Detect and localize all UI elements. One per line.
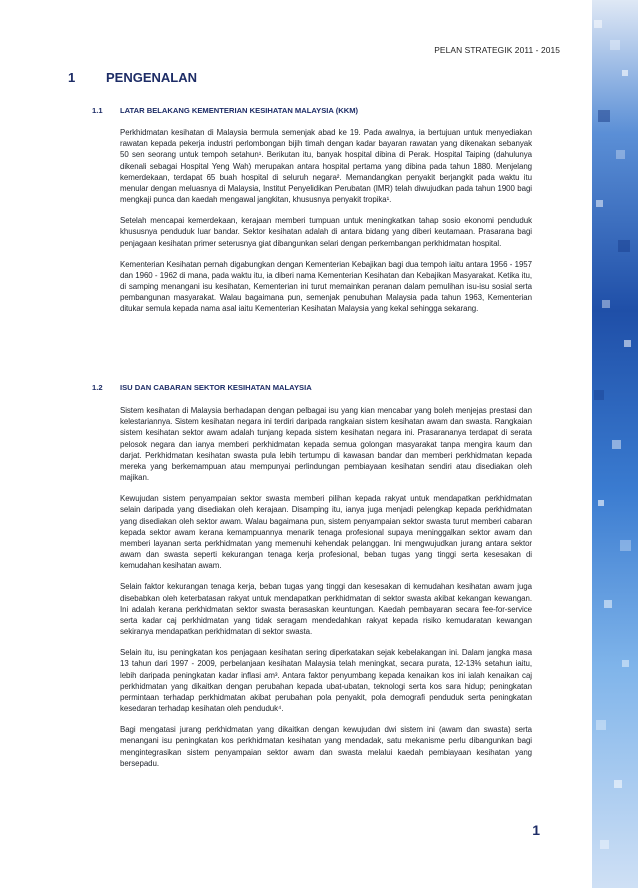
paragraph: Selain itu, isu peningkatan kos penjagaan kesihatan sering diperkatakan sejak kebelakangan ini. Dalam jangka masa 13 tahun dari 1997 - 2009, perbelanjaan kesihatan Malaysia telah meningkat, secara purata, 12-13% setahun iaitu, lebih daripada peningkatan kadar inflasi am³. Antara faktor penyumbang kepada kenaikan kos ini ialah kenaikan caj perkhidmatan yang dikaitkan dengan perubahan kepada ubat-ubatan, teknologi serta kos sara hidup; peningkatan permintaan terhadap perkhidmatan akibat perubahan pola penyakit, pola demografi penduduk serta peningkatan kesedaran terhadap kesihatan oleh penduduk⁴. [120, 648, 532, 714]
chapter-number: 1 [68, 70, 76, 85]
section-number: 1.1 [92, 106, 103, 115]
decorative-side-band [592, 0, 638, 888]
paragraph: Perkhidmatan kesihatan di Malaysia bermula semenjak abad ke 19. Pada awalnya, ia bertujuan untuk menyediakan rawatan kepada pekerja industri perlombongan bijih timah dengan kadar bayaran rawatan yang dikenakan sebanyak 50 sen seorang untuk tempoh setahun¹. Berikutan itu, banyak hospital dibina di Perak. Hospital Taiping (dahulunya dikenali sebagai Hospital Yeng Wah) merupakan antara hospital pertama yang dibina pada tahun 1880. Menjelang kemerdekaan, terdapat 65 buah hospital di seluruh negara². Memandangkan penyakit berjangkit pada waktu itu menular dengan meluasnya di Malaysia, Institut Penyelidikan Perubatan (IMR) telah diwujudkan pada tahun 1900 bagi mengkaji punca dan kaedah mengawal jangkitan, khususnya penyakit tropika¹. [120, 128, 532, 205]
section-number: 1.2 [92, 383, 103, 392]
paragraph: Kementerian Kesihatan pernah digabungkan dengan Kementerian Kebajikan bagi dua tempoh iaitu antara 1956 - 1957 dan 1960 - 1962 di mana, pada waktu itu, ia diberi nama Kementerian Kesihatan dan Kebajikan Masyarakat. Ketika itu, di samping menangani isu kesihatan, Kementerian ini turut memainkan peranan dalam pemulihan isu-isu sosial serta pembangunan masyarakat. Walau bagaimana pun, semenjak penubuhan Malaysia pada tahun 1963, Kementerian ditukar semula kepada nama asal iaitu Kementerian Kesihatan Malaysia yang kekal sehingga sekarang. [120, 259, 532, 314]
paragraph: Setelah mencapai kemerdekaan, kerajaan memberi tumpuan untuk meningkatkan tahap sosio ekonomi penduduk khususnya penduduk luar bandar. Sektor kesihatan adalah di antara bidang yang diberi keutamaan. Prasarana bagi penjagaan kesihatan primer seterusnya giat dibangunkan selari dengan perkembangan perkhidmatan hospital. [120, 216, 532, 248]
section-body-1-2 [120, 405, 532, 779]
section-heading-1-1 [92, 106, 562, 115]
chapter-heading [68, 70, 568, 85]
section-body-1-1 [120, 127, 532, 324]
page-number: 1 [532, 822, 540, 838]
paragraph: Selain faktor kekurangan tenaga kerja, beban tugas yang tinggi dan kesesakan di kemudahan kesihatan awam juga disebabkan oleh keterbatasan rakyat untuk mendapatkan perkhidmatan di sektor swasta akibat kekangan kewangan. Ini adalah kerana perkhidmatan sektor swasta berasaskan keuntungan. Kaedah pembayaran secara fee-for-service serta kadar caj perkhidmatan yang tidak seragam mendedahkan rakyat kepada risiko kemudaratan kewangan sekiranya mendapatkan perkhidmatan di sektor swasta. [120, 582, 532, 637]
chapter-title: PENGENALAN [106, 70, 198, 85]
paragraph: Bagi mengatasi jurang perkhidmatan yang dikaitkan dengan kewujudan dwi sistem ini (awam dan swasta) serta menangani isu peningkatan kos perkhidmatan kesihatan yang mendadak, satu mekanisme perlu dibangunkan bagi mengintegrasikan sistem penyampaian sektor awam dan swasta melalui kaedah pembiayaan kesihatan yang bersepadu. [120, 725, 532, 768]
paragraph: Kewujudan sistem penyampaian sektor swasta memberi pilihan kepada rakyat untuk mendapatkan perkhidmatan selain daripada yang disediakan oleh kerajaan. Disamping itu, ianya juga menjadi pelengkap kepada perkhidmatan yang disediakan oleh sektor awam. Walau bagaimana pun, sistem penyampaian sektor swasta turut memberi cabaran kepada sektor awam kerana kemampuannya menarik tenaga profesional supaya meninggalkan sektor awam dan memberi layanan serta perkhidmatan yang memenuhi kehendak pelanggan. Ini mengwujudkan jurang antara sektor awam dan swasta seperti kekurangan tenaga kerja profesional, beban tugas yang tinggi serta kesesakan di kemudahan kesihatan awam. [120, 494, 532, 571]
paragraph: Sistem kesihatan di Malaysia berhadapan dengan pelbagai isu yang kian mencabar yang boleh menjejas prestasi dan kelestariannya. Sistem kesihatan negara ini terdiri daripada rangkaian sistem kesihatan awam dan swasta. Rangkaian sistem kesihatan sektor awam adalah tunjang kepada sistem kesihatan negara ini. Prasarananya terdapat di serata pelosok negara dan ianya memberi perkhidmatan kepada semua golongan masyarakat tanpa mengira kaum dan darjat. Perkhidmatan kesihatan swasta pula lebih tertumpu di kawasan bandar dan memberi perkhidmatan kepada mereka yang berkemampuan atau mempunyai perlindungan pembiayaan kesihatan sendiri atau disediakan oleh majikan. [120, 406, 532, 483]
section-title: ISU DAN CABARAN SEKTOR KESIHATAN MALAYSIA [120, 383, 312, 392]
running-header: PELAN STRATEGIK 2011 - 2015 [434, 45, 560, 55]
section-title: LATAR BELAKANG KEMENTERIAN KESIHATAN MALAYSIA (KKM) [120, 106, 359, 115]
section-heading-1-2 [92, 383, 562, 392]
